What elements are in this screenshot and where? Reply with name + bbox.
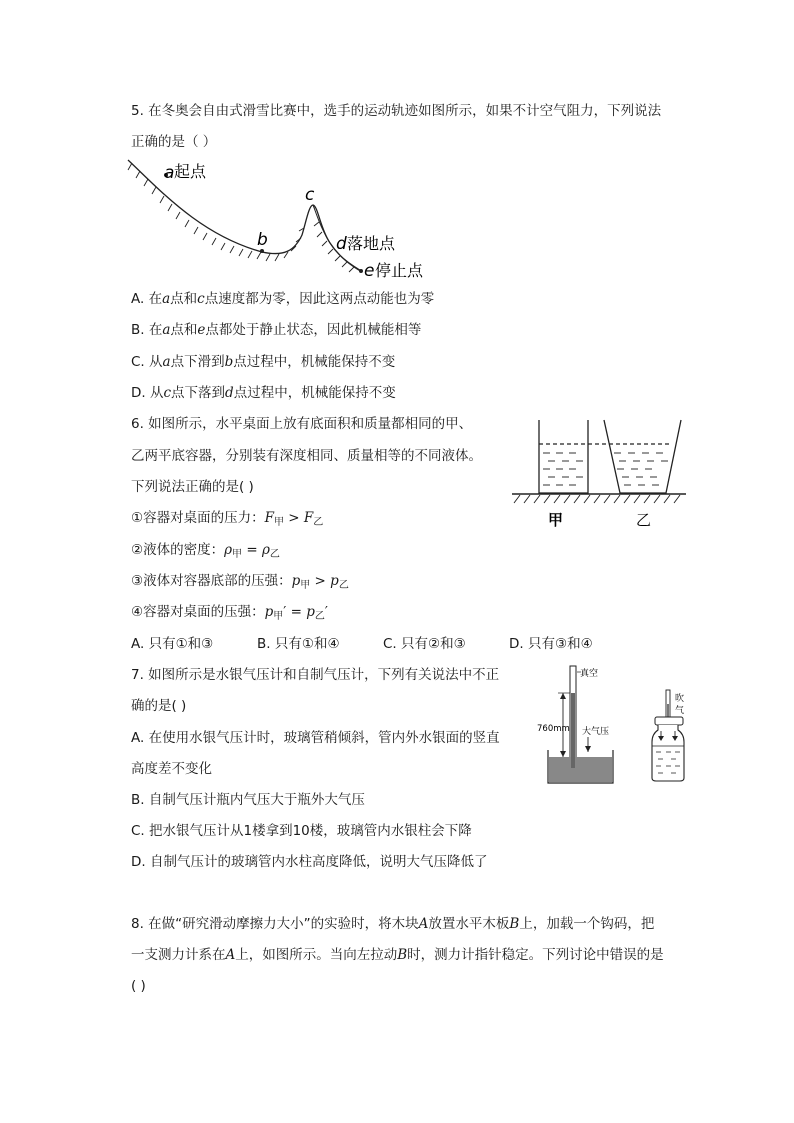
q5-option-a: A. 在a点和c点速度都为零，因此这两点动能也为零 bbox=[131, 291, 435, 307]
q8-stem-line3: ( ) bbox=[131, 978, 146, 994]
label-yi: 乙 bbox=[636, 511, 652, 529]
label-a: a bbox=[164, 163, 175, 183]
q8-stem-line2: 一支测力计系在A上，如图所示。当向左拉动B时，测力计指针稳定。下列讨论中错误的是 bbox=[131, 947, 664, 963]
label-blow-1: 吹 bbox=[675, 694, 685, 704]
q5-stem-line1: 5. 在冬奥会自由式滑雪比赛中，选手的运动轨迹如图所示，如果不计空气阻力，下列说法 bbox=[131, 103, 662, 119]
q6-option-a: A. 只有①和③ bbox=[131, 636, 214, 652]
label-landing: 落地点 bbox=[347, 234, 396, 253]
q5-option-b: B. 在a点和e点都处于静止状态，因此机械能相等 bbox=[131, 322, 422, 338]
label-d: d bbox=[336, 234, 347, 254]
label-blow-2: 气 bbox=[675, 706, 685, 716]
q7-option-b: B. 自制气压计瓶内气压大于瓶外大气压 bbox=[131, 792, 365, 808]
q7-option-a-line1: A. 在使用水银气压计时，玻璃管稍倾斜，管内外水银面的竖直 bbox=[131, 730, 500, 746]
q6-statement-4: ④容器对桌面的压强：$p_甲' = p_乙'$ bbox=[131, 604, 328, 622]
q6-stem-line1: 6. 如图所示，水平桌面上放有底面积和质量都相同的甲、 bbox=[131, 416, 473, 432]
q6-option-c: C. 只有②和③ bbox=[383, 636, 466, 652]
q8-stem-line1: 8. 在做“研究滑动摩擦力大小”的实验时，将木块A放置水平木板B上，加载一个钩码，把 bbox=[131, 916, 655, 932]
q7-option-a-line2: 高度差不变化 bbox=[131, 761, 212, 777]
q7-stem-line1: 7. 如图所示是水银气压计和自制气压计，下列有关说法中不正 bbox=[131, 667, 500, 683]
label-760mm: 760mm bbox=[537, 724, 570, 734]
q6-statement-1: ①容器对桌面的压力：$F_甲 > F_乙$ bbox=[131, 510, 324, 528]
q6-statement-3: ③液体对容器底部的压强：$p_甲 > p_乙$ bbox=[131, 573, 349, 591]
label-atm: 大气压 bbox=[582, 727, 610, 737]
q6-option-d: D. 只有③和④ bbox=[509, 636, 593, 652]
q7-option-d: D. 自制气压计的玻璃管内水柱高度降低，说明大气压降低了 bbox=[131, 854, 488, 870]
q7-option-c: C. 把水银气压计从1楼拿到10楼，玻璃管内水银柱会下降 bbox=[131, 823, 472, 839]
label-stop: 停止点 bbox=[375, 261, 424, 280]
label-e: e bbox=[364, 261, 375, 281]
q5-stem-line2: 正确的是（ ） bbox=[131, 134, 217, 150]
q5-option-d: D. 从c点下落到d点过程中，机械能保持不变 bbox=[131, 385, 396, 401]
q6-option-b: B. 只有①和④ bbox=[257, 636, 340, 652]
q6-stem-line3: 下列说法正确的是( ) bbox=[131, 479, 254, 495]
label-start: 起点 bbox=[174, 162, 207, 181]
q7-stem-line2: 确的是( ) bbox=[131, 698, 187, 714]
q6-stem-line2: 乙两平底容器，分别装有深度相同、质量相等的不同液体。 bbox=[131, 448, 482, 464]
label-b: b bbox=[257, 230, 268, 250]
label-c: c bbox=[305, 185, 315, 205]
label-vacuum: 真空 bbox=[580, 669, 599, 679]
q6-statement-2: ②液体的密度：$\rho_甲 = \rho_乙$ bbox=[131, 542, 280, 560]
label-jia: 甲 bbox=[548, 511, 564, 529]
q5-option-c: C. 从a点下滑到b点过程中，机械能保持不变 bbox=[131, 354, 396, 370]
